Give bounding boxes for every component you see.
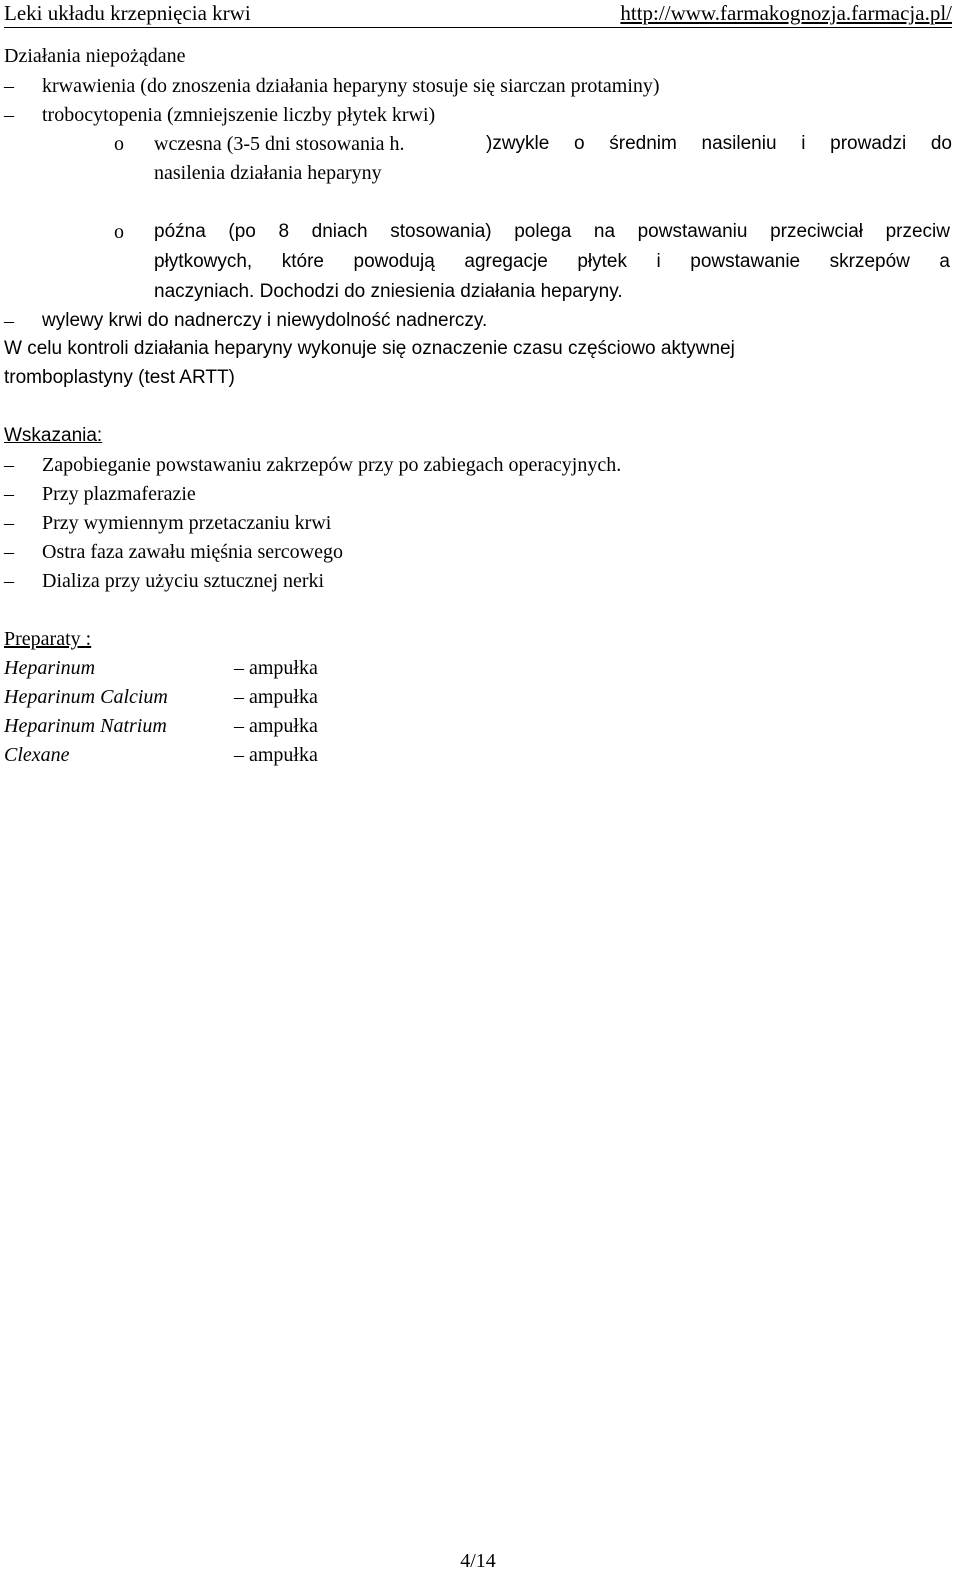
circle-bullet: o: [114, 133, 124, 155]
drug-form: – ampułka: [234, 715, 318, 737]
drug-form: – ampułka: [234, 744, 318, 766]
drug-name: Clexane: [4, 744, 70, 766]
dash-bullet: –: [4, 310, 14, 332]
table-row: [4, 741, 952, 769]
drug-name: Heparinum Natrium: [4, 715, 167, 737]
indications-heading: Wskazania:: [4, 425, 103, 446]
dash-bullet: –: [4, 454, 14, 476]
page-header: [4, 1, 952, 28]
drug-name: Heparinum Calcium: [4, 686, 168, 708]
sub-list-item-late-line2: płytkowych, które powodują agregacje płytek i powstawanie skrzepów a: [154, 251, 950, 272]
drug-form: – ampułka: [234, 686, 318, 708]
dash-bullet: –: [4, 483, 14, 505]
dash-bullet: –: [4, 512, 14, 534]
dash-bullet: –: [4, 75, 14, 97]
dash-bullet: –: [4, 570, 14, 592]
table-row: [4, 683, 952, 711]
dash-bullet: –: [4, 541, 14, 563]
header-url[interactable]: http://www.farmakognozja.farmacja.pl/: [620, 1, 952, 25]
circle-bullet: o: [114, 221, 124, 243]
side-effects-heading: Działania niepożądane: [4, 45, 186, 67]
table-row: [4, 654, 952, 682]
table-row: [4, 712, 952, 740]
drug-form: – ampułka: [234, 657, 318, 679]
page-number: 4/14: [460, 1550, 496, 1572]
sub-list-item-early-cont: nasilenia działania heparyny: [154, 162, 382, 184]
sub-list-item-late-line3: naczyniach. Dochodzi do zniesienia działania heparyny.: [154, 281, 623, 302]
drug-name: Heparinum: [4, 657, 96, 679]
dash-bullet: –: [4, 104, 14, 126]
header-title: Leki układu krzepnięcia krwi: [4, 1, 251, 25]
preparations-heading: Preparaty :: [4, 628, 92, 650]
control-text-line1: W celu kontroli działania heparyny wykonuje się oznaczenie czasu częściowo aktywnej: [4, 338, 735, 359]
control-text-line2: tromboplastyny (test ARTT): [4, 367, 235, 388]
